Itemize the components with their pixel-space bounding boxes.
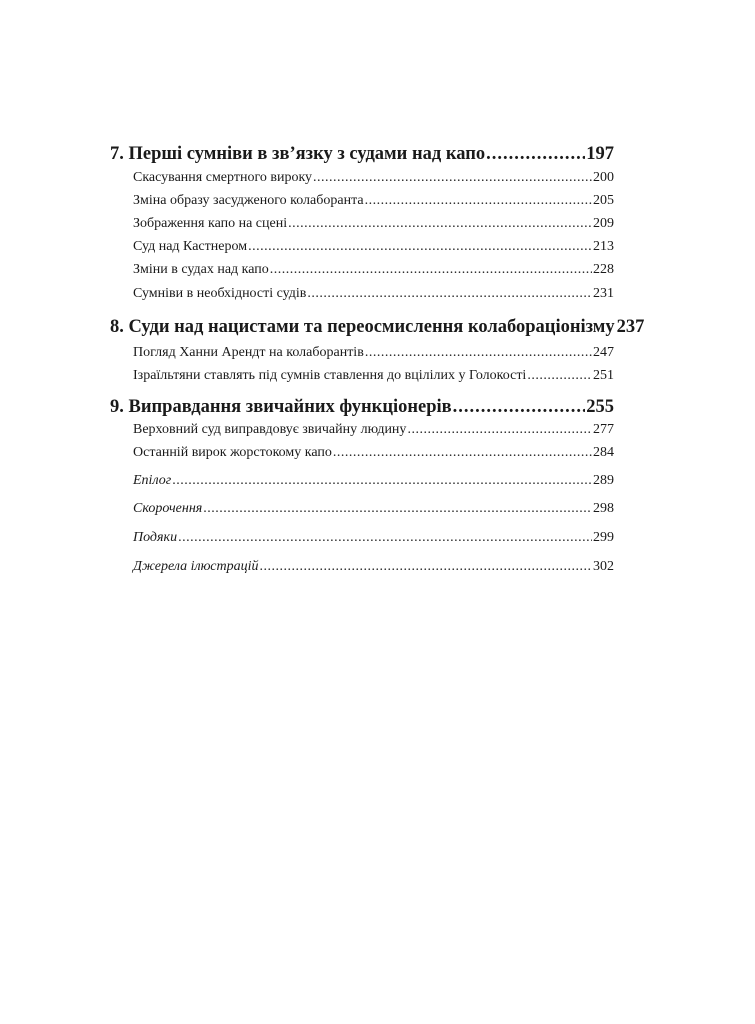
toc-section[interactable] bbox=[133, 239, 614, 255]
toc-page: 289 bbox=[593, 473, 614, 488]
toc-section[interactable] bbox=[133, 445, 614, 461]
toc-section[interactable] bbox=[133, 286, 614, 302]
toc-title: Зміна образу засудженого колаборанта bbox=[133, 193, 364, 208]
toc-chapter-8[interactable] bbox=[110, 317, 645, 338]
dot-leader bbox=[313, 170, 592, 186]
toc-title: Ізраїльтяни ставлять під сумнів ставлення до вцілілих у Голокості bbox=[133, 368, 527, 383]
toc-abbreviations[interactable] bbox=[133, 501, 614, 517]
toc-page: 237 bbox=[616, 317, 645, 337]
toc-page: 209 bbox=[593, 216, 614, 231]
toc-title: Суд над Кастнером bbox=[133, 239, 248, 254]
toc-page: 251 bbox=[593, 368, 614, 383]
toc-section[interactable] bbox=[133, 170, 614, 186]
toc-title: Верховний суд виправдовує звичайну людину bbox=[133, 422, 407, 437]
dot-leader bbox=[172, 473, 592, 489]
toc-section[interactable] bbox=[133, 422, 614, 438]
toc-page: 299 bbox=[593, 530, 614, 545]
dot-leader bbox=[178, 530, 592, 546]
toc-chapter-7[interactable] bbox=[110, 144, 614, 165]
dot-leader bbox=[260, 559, 593, 575]
toc-page: 213 bbox=[593, 239, 614, 254]
toc-page: 284 bbox=[593, 445, 614, 460]
toc-acknowledgements[interactable] bbox=[133, 530, 614, 546]
toc-section[interactable] bbox=[133, 216, 614, 232]
toc-title: Скасування смертного вироку bbox=[133, 170, 313, 185]
toc-page: 247 bbox=[593, 345, 614, 360]
toc-title: Погляд Ханни Арендт на колаборантів bbox=[133, 345, 364, 360]
toc-title: Джерела ілюстрацій bbox=[133, 559, 259, 574]
toc-section[interactable] bbox=[133, 262, 614, 278]
toc-page: 277 bbox=[593, 422, 614, 437]
toc-title: Останній вирок жорстокому капо bbox=[133, 445, 332, 460]
toc-section[interactable] bbox=[133, 368, 614, 384]
dot-leader bbox=[270, 262, 592, 278]
toc-page: 255 bbox=[586, 397, 614, 417]
toc-title: Сумніви в необхідності судів bbox=[133, 286, 307, 301]
dot-leader bbox=[288, 216, 592, 232]
toc-page: 197 bbox=[586, 144, 614, 164]
toc-title: Зображення капо на сцені bbox=[133, 216, 288, 231]
toc-title: 9. Виправдання звичайних функціонерів bbox=[110, 397, 452, 417]
dot-leader bbox=[486, 144, 585, 165]
toc-chapter-9[interactable] bbox=[110, 397, 614, 418]
toc-title: Скорочення bbox=[133, 501, 203, 516]
dot-leader bbox=[365, 345, 592, 361]
toc-title: 8. Суди над нацистами та переосмислення колабораціонізму bbox=[110, 317, 615, 337]
toc-page: 200 bbox=[593, 170, 614, 185]
toc-page: 231 bbox=[593, 286, 614, 301]
toc-title: Зміни в судах над капо bbox=[133, 262, 269, 277]
dot-leader bbox=[365, 193, 592, 209]
dot-leader bbox=[333, 445, 592, 461]
dot-leader bbox=[307, 286, 592, 302]
dot-leader bbox=[248, 239, 592, 255]
toc-page: 228 bbox=[593, 262, 614, 277]
dot-leader bbox=[203, 501, 592, 517]
toc-epilogue[interactable] bbox=[133, 473, 614, 489]
dot-leader bbox=[527, 368, 592, 384]
toc-page: 302 bbox=[593, 559, 614, 574]
toc-title: Подяки bbox=[133, 530, 178, 545]
toc-title: Епілог bbox=[133, 473, 172, 488]
dot-leader bbox=[407, 422, 592, 438]
toc-illustration-sources[interactable] bbox=[133, 559, 614, 575]
toc-title: 7. Перші сумніви в зв’язку з судами над капо bbox=[110, 144, 486, 164]
dot-leader bbox=[453, 397, 586, 418]
toc-section[interactable] bbox=[133, 345, 614, 361]
toc-section[interactable] bbox=[133, 193, 614, 209]
toc-page: 298 bbox=[593, 501, 614, 516]
toc-page: 205 bbox=[593, 193, 614, 208]
